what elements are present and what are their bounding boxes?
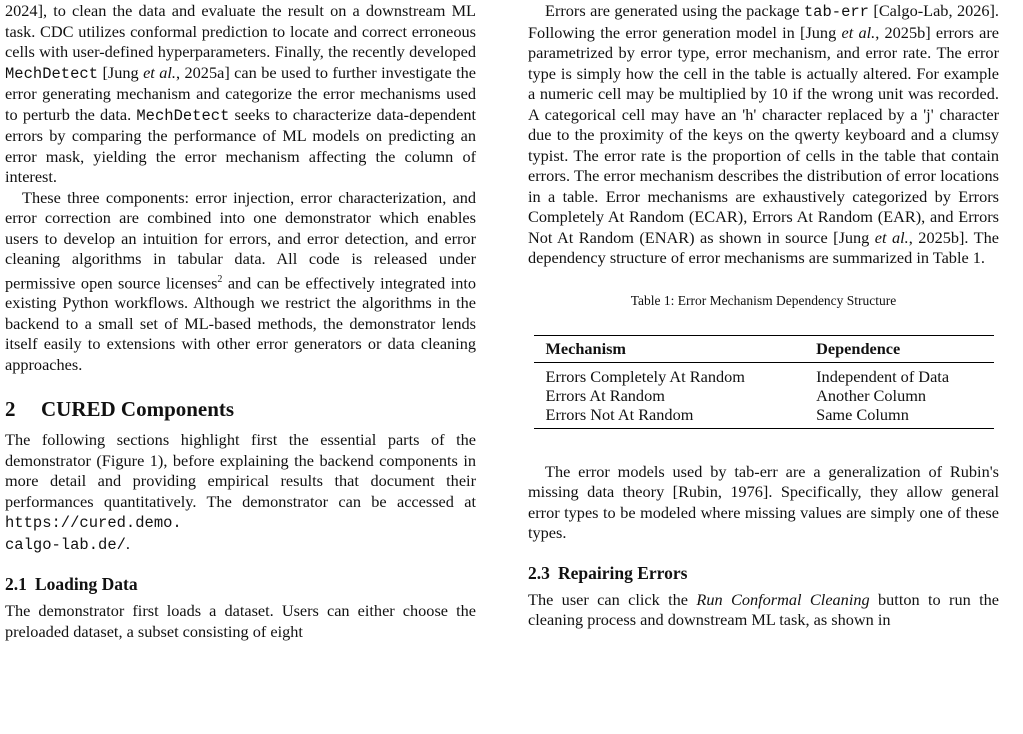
components-paragraph [5,188,476,376]
text-span: seeks to characterize data-dependent errors by comparing the performance of ML models on predicting an error mask, yielding the error mechanism affecting the column of interest. [5,104,476,186]
loading-data-paragraph: The demonstrator first loads a dataset. Users can either choose the preloaded dataset, a subset consisting of eight [5,601,476,641]
text-span: Errors are generated using the package [545,1,804,20]
error-mechanism-table [534,335,994,429]
table-cell: Errors Not At Random [545,404,694,424]
citation-etal: et al. [874,227,909,247]
text-span: The following sections highlight first the essential parts of the demonstrator (Figure 1), before explaining the backend components in more detail and providing empirical results that document their performances quantitatively. The demonstrator can be accessed at [5,430,476,511]
table-row [534,405,994,429]
text-span: 2024], to clean the data and evaluate the result on a downstream ML task. CDC utilizes conformal prediction to locate and correct erroneous cells with user-defined hyperparameters. Finally, the recently developed [5,1,476,61]
demo-url-continued[interactable]: calgo-lab.de/ [5,535,126,554]
mechdetect-code: MechDetect [136,106,230,125]
text-span: . [125,533,130,553]
table-cell: Same Column [816,404,909,424]
error-models-paragraph: The error models used by tab-err are a generalization of Rubin's missing data theory [Rubin, 1976]. Specifically, they allow general error types to be modeled where missing values are simply one of these types. [528,461,999,542]
table-row [534,386,994,405]
table-cell: Errors At Random [545,385,665,405]
subsection-title: Loading Data [35,574,138,595]
tab-err-code: tab-err [803,3,869,21]
footnote-marker: 2 [217,273,223,285]
text-span: , 2025b] errors are parametrized by error type, error mechanism, and error rate. The error type is simply how the cell in the table is actually altered. For example a numeric cell may be multiplied by 10 if the wrong unit was recorded. A categorical cell may have an 'h' character replaced by a 'j' character due to the proximity of the keys on the qwerty keyboard and a clumsy typist. The error rate is the proportion of cells in the table that contain errors. The error mechanism describes the distribution of error locations in a table. Error mechanisms are exhaustively categorized by Errors Completely At Random (ECAR), Errors At Random (EAR), and Errors Not At Random (ENAR) as shown in source [Jung [528,22,999,247]
table-row [534,362,994,386]
repairing-errors-paragraph [528,590,999,631]
table-cell: Another Column [816,385,927,405]
subsection-number: 2.3 [528,562,550,583]
table-header-cell: Mechanism [545,338,626,358]
subsection-title: Repairing Errors [558,562,688,583]
text-span: [Jung [98,62,144,82]
left-column [5,0,476,642]
text-span: and can be effectively integrated into existing Python workflows. Although we restrict the algorithms in the backend to a small set of ML-based methods, the demonstrator lends itself easily to extensions with other error generators or data cleaning approaches. [5,272,476,374]
table-cell: Errors Completely At Random [545,366,745,386]
table-header-cell: Dependence [816,338,901,358]
section-heading-cured-components [5,396,476,422]
text-span: button to run the cleaning process and downstream ML task, as shown in [528,589,999,629]
text-span: The user can click the [528,589,697,609]
subsection-heading-loading-data [5,573,476,595]
subsection-heading-repairing-errors [528,562,999,584]
right-column [528,0,999,631]
error-generation-paragraph [528,1,999,269]
table-header-row [534,335,994,362]
table-cell: Independent of Data [816,366,950,386]
citation-etal: et al. [841,22,876,42]
overview-paragraph [5,430,476,555]
section-number: 2 [5,397,16,422]
section-title: CURED Components [41,397,235,422]
citation-etal: et al. [143,62,177,82]
table-caption: Table 1: Error Mechanism Dependency Structure [630,292,897,308]
text-span: These three components: error injection, error characterization, and error correction are combined into one demonstrator which enables users to develop an intuition for errors, and error detection, and error cleaning algorithms in tabular data. All code is released under permissive open source licenses [5,187,476,292]
demo-url[interactable]: https://cured.demo. [5,514,182,533]
text-span: , 2025b]. The dependency structure of error mechanisms are summarized in Table 1. [528,227,999,267]
intro-paragraph-continued [5,1,476,188]
subsection-number: 2.1 [5,574,27,595]
mechdetect-code: MechDetect [5,64,99,83]
text-span: [Calgo-Lab, 2026]. Following the error generation model in [Jung [528,1,999,42]
run-conformal-cleaning-ref: Run Conformal Cleaning [696,589,870,609]
text-span: , 2025a] can be used to further investigate the error generating mechanism and categorize the error mechanisms used to perturb the data. [5,62,476,124]
